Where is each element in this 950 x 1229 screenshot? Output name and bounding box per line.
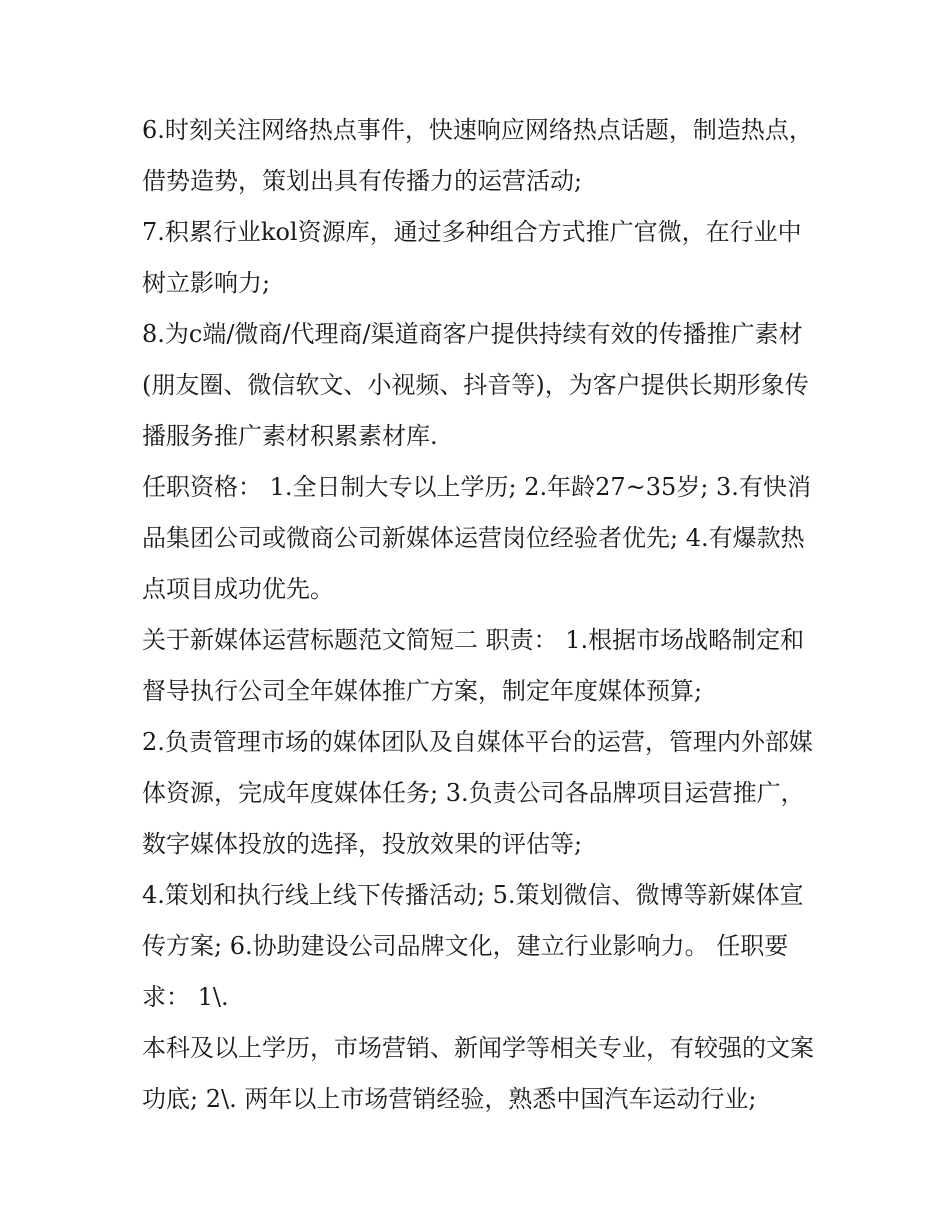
paragraph-requirements: 本科及以上学历，市场营销、新闻学等相关专业，有较强的文案功底; 2\. 两年以上市场营销经验，熟悉中国汽车运动行业;: [142, 1034, 814, 1113]
document-body: [142, 105, 822, 1125]
paragraph-section-two-duties: 关于新媒体运营标题范文简短二 职责： 1.根据市场战略制定和督导执行公司全年媒体推广方案，制定年度媒体预算;: [142, 626, 805, 705]
paragraph-item-8: 8.为c端/微商/代理商/渠道商客户提供持续有效的传播推广素材(朋友圈、微信软文、小视频、抖音等)，为客户提供长期形象传播服务推广素材积累素材库.: [142, 320, 809, 450]
paragraph-item-6: 6.时刻关注网络热点事件，快速响应网络热点话题，制造热点，借势造势，策划出具有传播力的运营活动;: [142, 116, 813, 195]
paragraph-duties-2-3: 2.负责管理市场的媒体团队及自媒体平台的运营，管理内外部媒体资源，完成年度媒体任务; 3.负责公司各品牌项目运营推广，数字媒体投放的选择，投放效果的评估等;: [142, 728, 813, 858]
paragraph-duties-4-6: 4.策划和执行线上线下传播活动; 5.策划微信、微博等新媒体宣传方案; 6.协助建设公司品牌文化，建立行业影响力。 任职要求： 1\.: [142, 881, 804, 1011]
paragraph-qualifications: 任职资格： 1.全日制大专以上学历; 2.年龄27~35岁; 3.有快消品集团公司或微商公司新媒体运营岗位经验者优先; 4.有爆款热点项目成功优先。: [142, 473, 811, 603]
paragraph-item-7: 7.积累行业kol资源库，通过多种组合方式推广官微，在行业中树立影响力;: [142, 218, 802, 297]
